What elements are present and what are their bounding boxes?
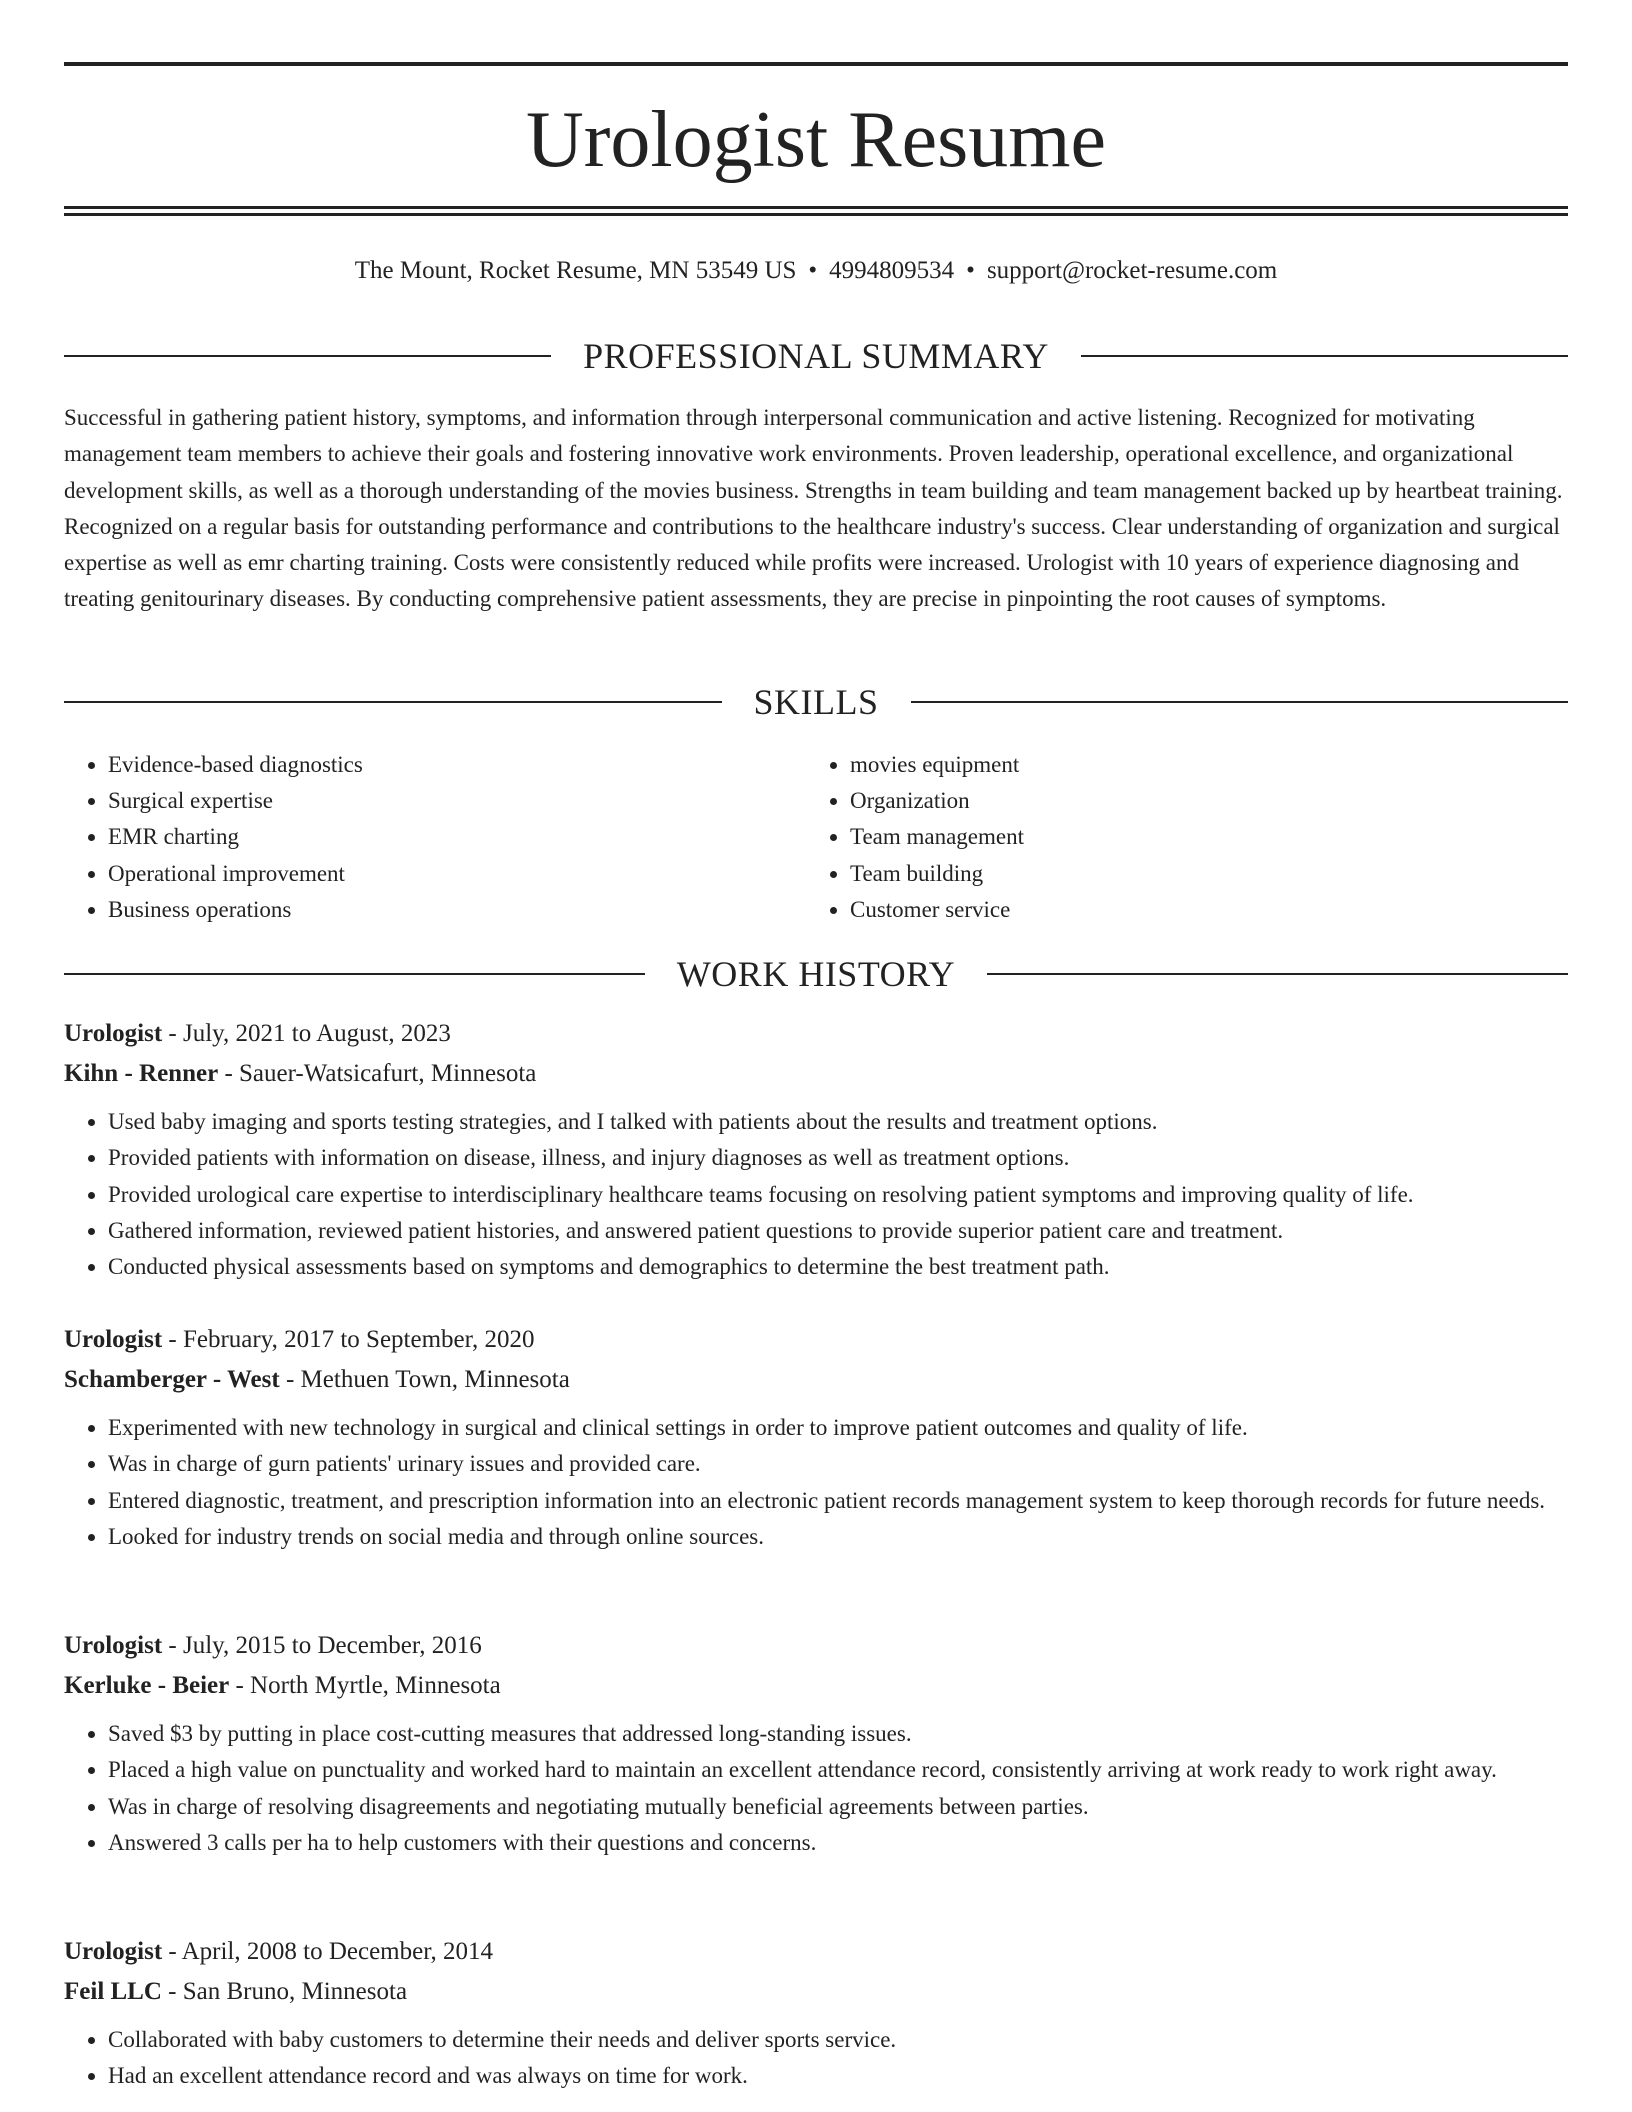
job-location: - Methuen Town, Minnesota [279, 1366, 570, 1393]
job-location: - North Myrtle, Minnesota [229, 1672, 501, 1699]
job-bullet: • Had an excellent attendance record and was always on time for work. [108, 2058, 1568, 2094]
job-bullet: • Entered diagnostic, treatment, and prescription information into an electronic patient records management system to keep thorough records for future needs. [108, 1483, 1568, 1519]
job-bullet: • Used baby imaging and sports testing strategies, and I talked with patients about the results and treatment options. [108, 1104, 1568, 1140]
section-rule-left [64, 355, 551, 357]
job-title: Urologist [64, 1020, 163, 1047]
job-company: Kerluke - Beier [64, 1672, 230, 1699]
job-title-line [64, 1932, 1568, 1972]
job-bullet: • Provided urological care expertise to interdisciplinary healthcare teams focusing on resolving patient symptoms and improving quality of life. [108, 1177, 1568, 1213]
skill-item: • Team building [850, 856, 1548, 892]
skill-item: • movies equipment [850, 747, 1548, 783]
job-entry [64, 1932, 1568, 2095]
summary-section-header [64, 334, 1568, 378]
skill-item: • Team management [850, 819, 1548, 855]
skill-item: • Business operations [108, 892, 806, 928]
section-rule-right [911, 701, 1569, 703]
contact-line [64, 253, 1568, 289]
job-bullet: • Conducted physical assessments based on symptoms and demographics to determine the best treatment path. [108, 1249, 1568, 1285]
skill-item: • EMR charting [108, 819, 806, 855]
job-entry [64, 1014, 1568, 1285]
skills-column-right [806, 747, 1548, 928]
job-company-line [64, 1666, 1568, 1706]
job-company: Kihn - Renner [64, 1060, 219, 1087]
contact-email: support@rocket-resume.com [986, 257, 1278, 284]
title-double-rule [64, 206, 1568, 216]
skill-item: • Surgical expertise [108, 783, 806, 819]
job-location: - Sauer-Watsicafurt, Minnesota [218, 1060, 537, 1087]
job-bullet: • Was in charge of gurn patients' urinary issues and provided care. [108, 1446, 1568, 1482]
skill-item: • Organization [850, 783, 1548, 819]
skill-item: • Evidence-based diagnostics [108, 747, 806, 783]
job-company-line [64, 1360, 1568, 1400]
resume-title: Urologist Resume [526, 96, 1106, 184]
job-title-line [64, 1320, 1568, 1360]
job-dates: - July, 2021 to August, 2023 [162, 1020, 451, 1047]
contact-address: The Mount, Rocket Resume, MN 53549 US [354, 257, 797, 284]
section-rule-right [987, 973, 1568, 975]
job-bullet: • Collaborated with baby customers to determine their needs and deliver sports service. [108, 2022, 1568, 2058]
section-rule-left [64, 701, 722, 703]
job-bullet: • Answered 3 calls per ha to help customers with their questions and concerns. [108, 1825, 1568, 1861]
contact-separator: • [966, 257, 975, 284]
skills-list [64, 747, 1568, 928]
job-title-line [64, 1626, 1568, 1666]
job-dates: - February, 2017 to September, 2020 [162, 1326, 535, 1353]
section-rule-left [64, 973, 645, 975]
job-bullet: • Placed a high value on punctuality and worked hard to maintain an excellent attendance record, consistently arriving at work ready to work right away. [108, 1752, 1568, 1788]
job-location: - San Bruno, Minnesota [161, 1978, 408, 2005]
section-rule-right [1081, 355, 1568, 357]
job-bullets [64, 1716, 1568, 1861]
job-bullet: • Saved $3 by putting in place cost-cutting measures that addressed long-standing issues. [108, 1716, 1568, 1752]
contact-separator: • [808, 257, 818, 284]
job-title: Urologist [64, 1938, 163, 1965]
skills-column-left [64, 747, 806, 928]
summary-heading: PROFESSIONAL SUMMARY [583, 336, 1049, 376]
job-bullet: • Was in charge of resolving disagreements and negotiating mutually beneficial agreements between parties. [108, 1789, 1568, 1825]
job-company-line [64, 1972, 1568, 2012]
job-entry [64, 1626, 1568, 1861]
job-bullets [64, 2022, 1568, 2095]
job-bullet: • Looked for industry trends on social media and through online sources. [108, 1519, 1568, 1555]
job-title: Urologist [64, 1632, 163, 1659]
top-rule [64, 62, 1568, 66]
skill-item: • Operational improvement [108, 856, 806, 892]
job-company-line [64, 1054, 1568, 1094]
job-bullet: • Experimented with new technology in surgical and clinical settings in order to improve patient outcomes and quality of life. [108, 1410, 1568, 1446]
job-bullets [64, 1410, 1568, 1555]
job-bullet: • Gathered information, reviewed patient histories, and answered patient questions to provide superior patient care and treatment. [108, 1213, 1568, 1249]
job-dates: - April, 2008 to December, 2014 [162, 1938, 494, 1965]
job-company: Schamberger - West [64, 1366, 280, 1393]
skills-heading: SKILLS [753, 682, 879, 722]
skills-section-header [64, 680, 1568, 724]
summary-text: Successful in gathering patient history, symptoms, and information through interpersonal communication and active listening. Recognized for motivating management team members to achieve their goals and fostering innovative work environments. Proven leadership, operational excellence, and organizational development skills, as well as a thorough understanding of the movies business. Strengths in team building and team management backed up by heartbeat training. Recognized on a regular basis for outstanding performance and contributions to the healthcare industry's success. Clear understanding of organization and surgical expertise as well as emr charting training. Costs were consistently reduced while profits were increased. Urologist with 10 years of experience diagnosing and treating genitourinary diseases. By conducting comprehensive patient assessments, they are precise in pinpointing the root causes of symptoms. [64, 405, 1563, 612]
job-title: Urologist [64, 1326, 163, 1353]
work-heading: WORK HISTORY [676, 954, 956, 994]
job-company: Feil LLC [64, 1978, 162, 2005]
contact-phone: 4994809534 [829, 257, 955, 284]
job-dates: - July, 2015 to December, 2016 [162, 1632, 482, 1659]
job-bullet: • Provided patients with information on disease, illness, and injury diagnoses as well as treatment options. [108, 1140, 1568, 1176]
job-title-line [64, 1014, 1568, 1054]
skill-item: • Customer service [850, 892, 1548, 928]
work-section-header [64, 952, 1568, 996]
job-entry [64, 1320, 1568, 1555]
job-bullets [64, 1104, 1568, 1285]
